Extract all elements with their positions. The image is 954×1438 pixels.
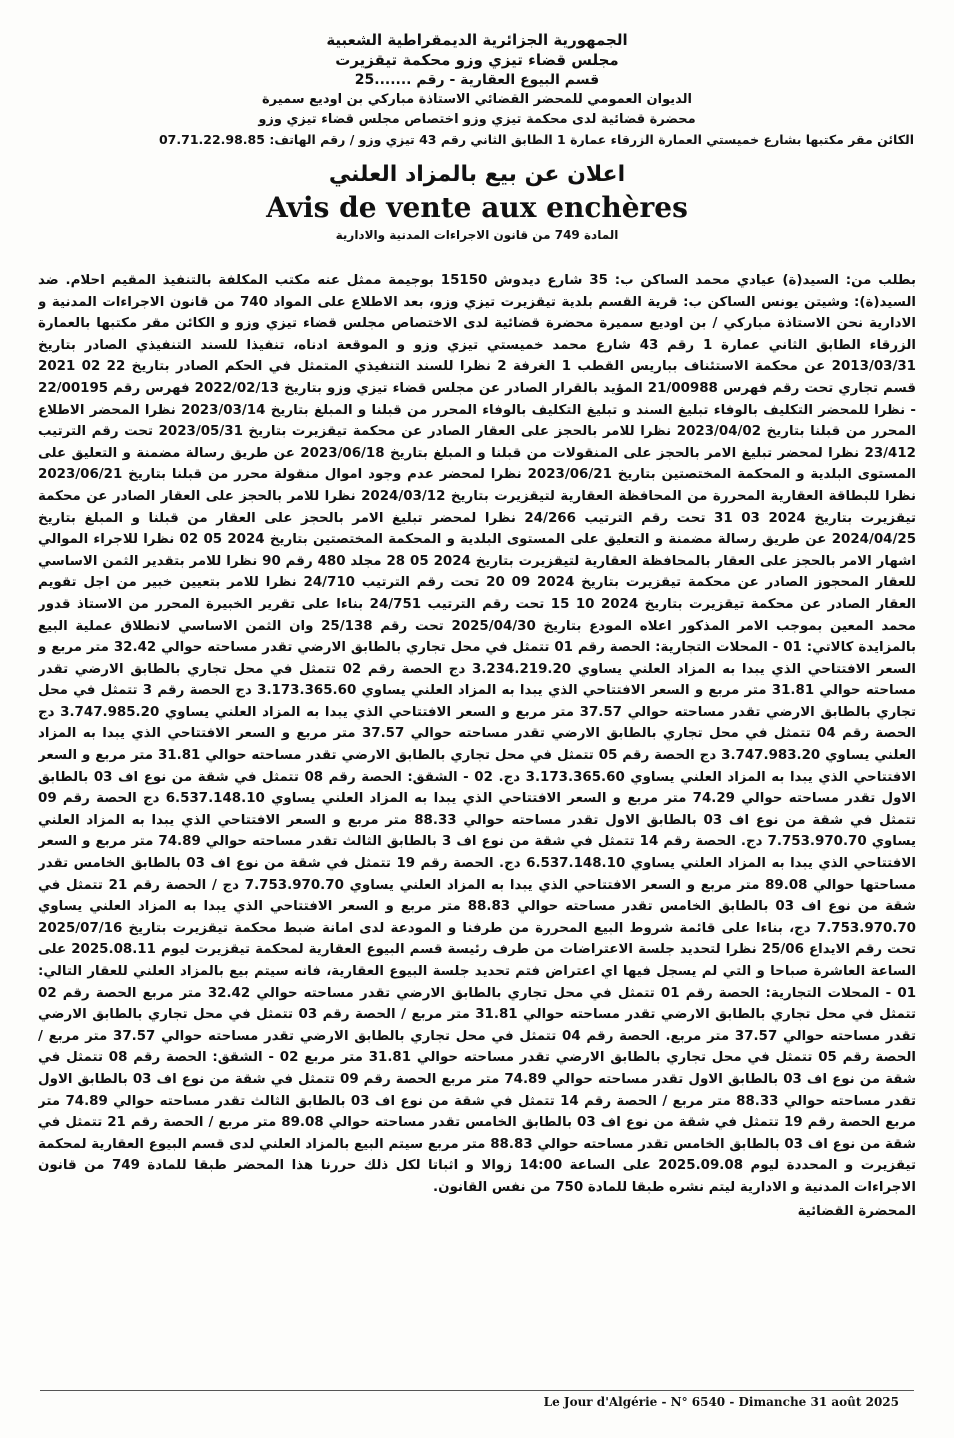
header-office: الديوان العمومي للمحضر القضائي الاستاذة مباركي بن اوديع سميرة [262, 92, 692, 107]
header-section: قسم البيوع العقارية - رقم .......25 [354, 72, 600, 88]
legal-article-subtitle: المادة 749 من قانون الاجراءات المدنية والادارية [335, 228, 619, 242]
title-arabic: اعلان عن بيع بالمزاد العلني [328, 162, 626, 187]
notice-body [38, 270, 916, 1365]
footer-divider [40, 1390, 914, 1391]
header-republic: الجمهورية الجزائرية الديمقراطية الشعبية [326, 31, 628, 49]
title-french: Avis de vente aux enchères [266, 191, 688, 224]
header-jurisdiction: محضرة قضائية لدى محكمة تيزي وزو اختصاص مجلس قضاء تيزي وزو [258, 112, 696, 127]
newspaper-footer: Le Jour d'Algérie - N° 6540 - Dimanche 31 août 2025 [543, 1395, 899, 1409]
header-court: مجلس قضاء تيزي وزو محكمة تيقزيرت [335, 51, 619, 69]
header-address: الكائن مقر مكتبها بشارع خميستي العمارة الزرقاء عمارة 1 الطابق الثاني رقم 43 تيزي وزو / رقم الهاتف: 07.71.22.98.85 [158, 132, 914, 147]
notice-body-text: بطلب من: السيد(ة) عيادي محمد الساكن ب: 35 شارع ديدوش 15150 بوجيمة ممثل عنه مكتب المكلفة بالتنفيذ المقيم احلام. ضد السيد(ة): وشيتن يونس الساكن ب: قرية القسم بلدية تيقزيرت تيزي وزو، بعد الاطلاع على المواد 740 من قانون الاجراءات المدنية و الادارية نحن الاستاذة مباركي / بن اوديع سميرة محضرة قضائية لدى الاختصاص مجلس قضاء تيزي وزو و الكائن مقر مكتبها بالعمارة الزرقاء الطابق الثاني عمارة 1 رقم 43 شارع محمد خميستي تيزي وزو و الموقعة ادناه، تنفيذا للسند التنفيذي الصادر بتاريخ 2013/03/31 عن محكمة الاستئناف بباريس القطب 1 الغرفة 2 نظرا للسند التنفيذي المتمثل في الحكم الصادر بتاريخ 22 02 2021 قسم تجاري تحت رقم فهرس 21/00988 المؤيد بالقرار الصادر عن مجلس قضاء تيزي وزو بتاريخ 2022/02/13 فهرس رقم 22/00195 - نظرا للمحضر التكليف بالوفاء تبليغ السند و تبليغ التكليف بالوفاء المحرر من قبلنا و المبلغ بتاريخ 2023/03/14 نظرا المحضر الاطلاع المحرر من قبلنا بتاريخ 2023/04/02 نظرا للامر بالحجز على العقار الصادر عن محكمة تيقزيرت بتاريخ 2023/05/31 تحت رقم الترتيب 23/412 نظرا لمحضر تبليغ الامر بالحجز على المنقولات من قبلنا و المبلغ بتاريخ 2023/06/18 عن طريق رسالة مضمنة و التعليق على المستوى البلدية و المحكمة المختصتين بتاريخ 2023/06/21 نظرا لمحضر عدم وجود اموال منقولة محرر من قبلنا بتاريخ 2023/06/21 نظرا للبطاقة العقارية المحررة من المحافظة العقارية لتيقزيرت بتاريخ 2024/03/12 نظرا للامر بالحجز على العقار الصادر عن محكمة تيقزيرت بتاريخ 2024 03 31 تحت رقم الترتيب 24/266 نظرا لمحضر تبليغ الامر بالحجز على العقار من قبلنا و المبلغ بتاريخ 2024/04/25 عن طريق رسالة مضمنة و التعليق على المستوى البلدية و المحكمة المختصتين بتاريخ 2024 05 02 نظرا للاجراء الموالي اشهار الامر بالحجز على العقار بالمحافظة العقارية لتيقزيرت بتاريخ 2024 05 28 مجلد 480 رقم 90 نظرا للامر بتقدير الثمن الاساسي للعقار المحجوز الصادر عن محكمة تيقزيرت بتاريخ 2024 09 20 تحت رقم الترتيب 24/710 نظرا للامر بتعيين خبير من اجل تقويم العقار الصادر عن محكمة تيقزيرت بتاريخ 2024 10 15 تحت رقم الترتيب 24/751 بناءا على تقرير الخبيرة المحرر من الاستاذ قدور محمد المعين بموجب الامر المذكور اعلاه المودع بتاريخ 2025/04/30 تحت رقم 25/138 وان الثمن الاساسي لانطلاق عملية البيع بالمزايدة كالاتي: 01 - المحلات التجارية: الحصة رقم 01 تتمثل في محل تجاري بالطابق الارضي تقدر مساحته حوالي 32.42 متر مربع و السعر الافتتاحي الذي يبدا به المزاد العلني يساوي 3.234.219.20 دج الحصة رقم 02 تتمثل في محل تجاري بالطابق الارضي تقدر مساحته حوالي 31.81 متر مربع و السعر الافتتاحي الذي يبدا به المزاد العلني يساوي 3.173.365.60 دج الحصة رقم 3 تتمثل في محل تجاري بالطابق الارضي تقدر مساحته حوالي 37.57 متر مربع و السعر الافتتاحي الذي يبدا به المزاد العلني يساوي 3.747.985.20 دج الحصة رقم 04 تتمثل في محل تجاري بالطابق الارضي تقدر مساحته حوالي 37.57 متر مربع و السعر الافتتاحي الذي يبدا به المزاد العلني يساوي 3.747.983.20 دج الحصة رقم 05 تتمثل في محل تجاري بالطابق الارضي تقدر مساحته حوالي 31.81 متر مربع و السعر الافتتاحي الذي يبدا به المزاد العلني يساوي 3.173.365.60 دج. 02 - الشقق: الحصة رقم 08 تتمثل في شقة من نوع اف 03 بالطابق الاول تقدر مساحته حوالي 74.29 متر مربع و السعر الافتتاحي الذي يبدا به المزاد العلني يساوي 6.537.148.10 دج الحصة رقم 09 تتمثل في شقة من نوع اف 03 بالطابق الاول تقدر مساحته حوالي 88.33 متر مربع و السعر الافتتاحي الذي يبدا به المزاد العلني يساوي 7.753.970.70 دج. الحصة رقم 14 تتمثل في شقة من نوع اف 3 بالطابق الثالث تقدر مساحته حوالي 74.89 متر مربع و السعر الافتتاحي الذي يبدا به المزاد العلني يساوي 6.537.148.10 دج. الحصة رقم 19 تتمثل في شقة من نوع اف 03 بالطابق الخامس تقدر مساحتها حوالي 89.08 متر مربع و السعر الافتتاحي الذي يبدا به المزاد العلني يساوي 7.753.970.70 دج / الحصة رقم 21 تتمثل في شقة من نوع اف 03 بالطابق الخامس تقدر مساحته حوالي 88.83 متر مربع و السعر الافتتاحي الذي يبدا به المزاد العلني يساوي 7.753.970.70 دج، بناءا على قائمة شروط البيع المحررة من طرفنا و المودعة لدى امانة ضبط محكمة تيقزيرت بتاريخ 2025/07/16 تحت رقم الايداع 25/06 نظرا لتحديد جلسة الاعتراضات من طرف رئيسة قسم البيوع العقارية لمحكمة تيقزيرت ليوم 2025.08.11 على الساعة العاشرة صباحا و التي لم يسجل فيها اي اعتراض فتم تحديد جلسة البيوع العقارية، فانه سيتم بيع بالمزاد العلني للعقار التالي: 01 - المحلات التجارية: الحصة رقم 01 تتمثل في محل تجاري بالطابق الارضي تقدر مساحته حوالي 32.42 متر مربع الحصة رقم 02 تتمثل في محل تجاري بالطابق الارضي تقدر مساحته حوالي 31.81 متر مربع / الحصة رقم 03 تتمثل في محل تجاري بالطابق الارضي تقدر مساحته حوالي 37.57 متر مربع. الحصة رقم 04 تتمثل في محل تجاري بالطابق الارضي تقدر مساحته حوالي 37.57 متر مربع / الحصة رقم 05 تتمثل في محل تجاري بالطابق الارضي تقدر مساحته حوالي 31.81 متر مربع 02 - الشقق: الحصة رقم 08 تتمثل في شقة من نوع اف 03 بالطابق الاول تقدر مساحته حوالي 74.89 متر مربع الحصة رقم 09 تتمثل في شقة من نوع اف 03 بالطابق الاول تقدر مساحته حوالي 88.33 متر مربع / الحصة رقم 14 تتمثل في شقة من نوع اف 03 بالطابق الثالث تقدر مساحته حوالي 74.89 متر مربع الحصة رقم 19 تتمثل في شقة من نوع اف 03 بالطابق الخامس تقدر مساحته حوالي 89.08 متر مربع / الحصة رقم 21 تتمثل في شقة من نوع اف 03 بالطابق الخامس تقدر مساحته حوالي 88.83 متر مربع سيتم البيع بالمزاد العلني لدى قسم البيوع العقارية لمحكمة تيقزيرت و المحددة ليوم 2025.09.08 على الساعة 14:00 زوالا و اثباتا لكل ذلك حررنا هذا المحضر طبقا للمادة 749 من قانون الاجراءات المدنية و الادارية ليتم نشره طبقا للمادة 750 من نفس القانون. [38, 273, 916, 1195]
signature-line: المحضرة القضائية [797, 1203, 916, 1219]
notice-header [40, 30, 914, 244]
